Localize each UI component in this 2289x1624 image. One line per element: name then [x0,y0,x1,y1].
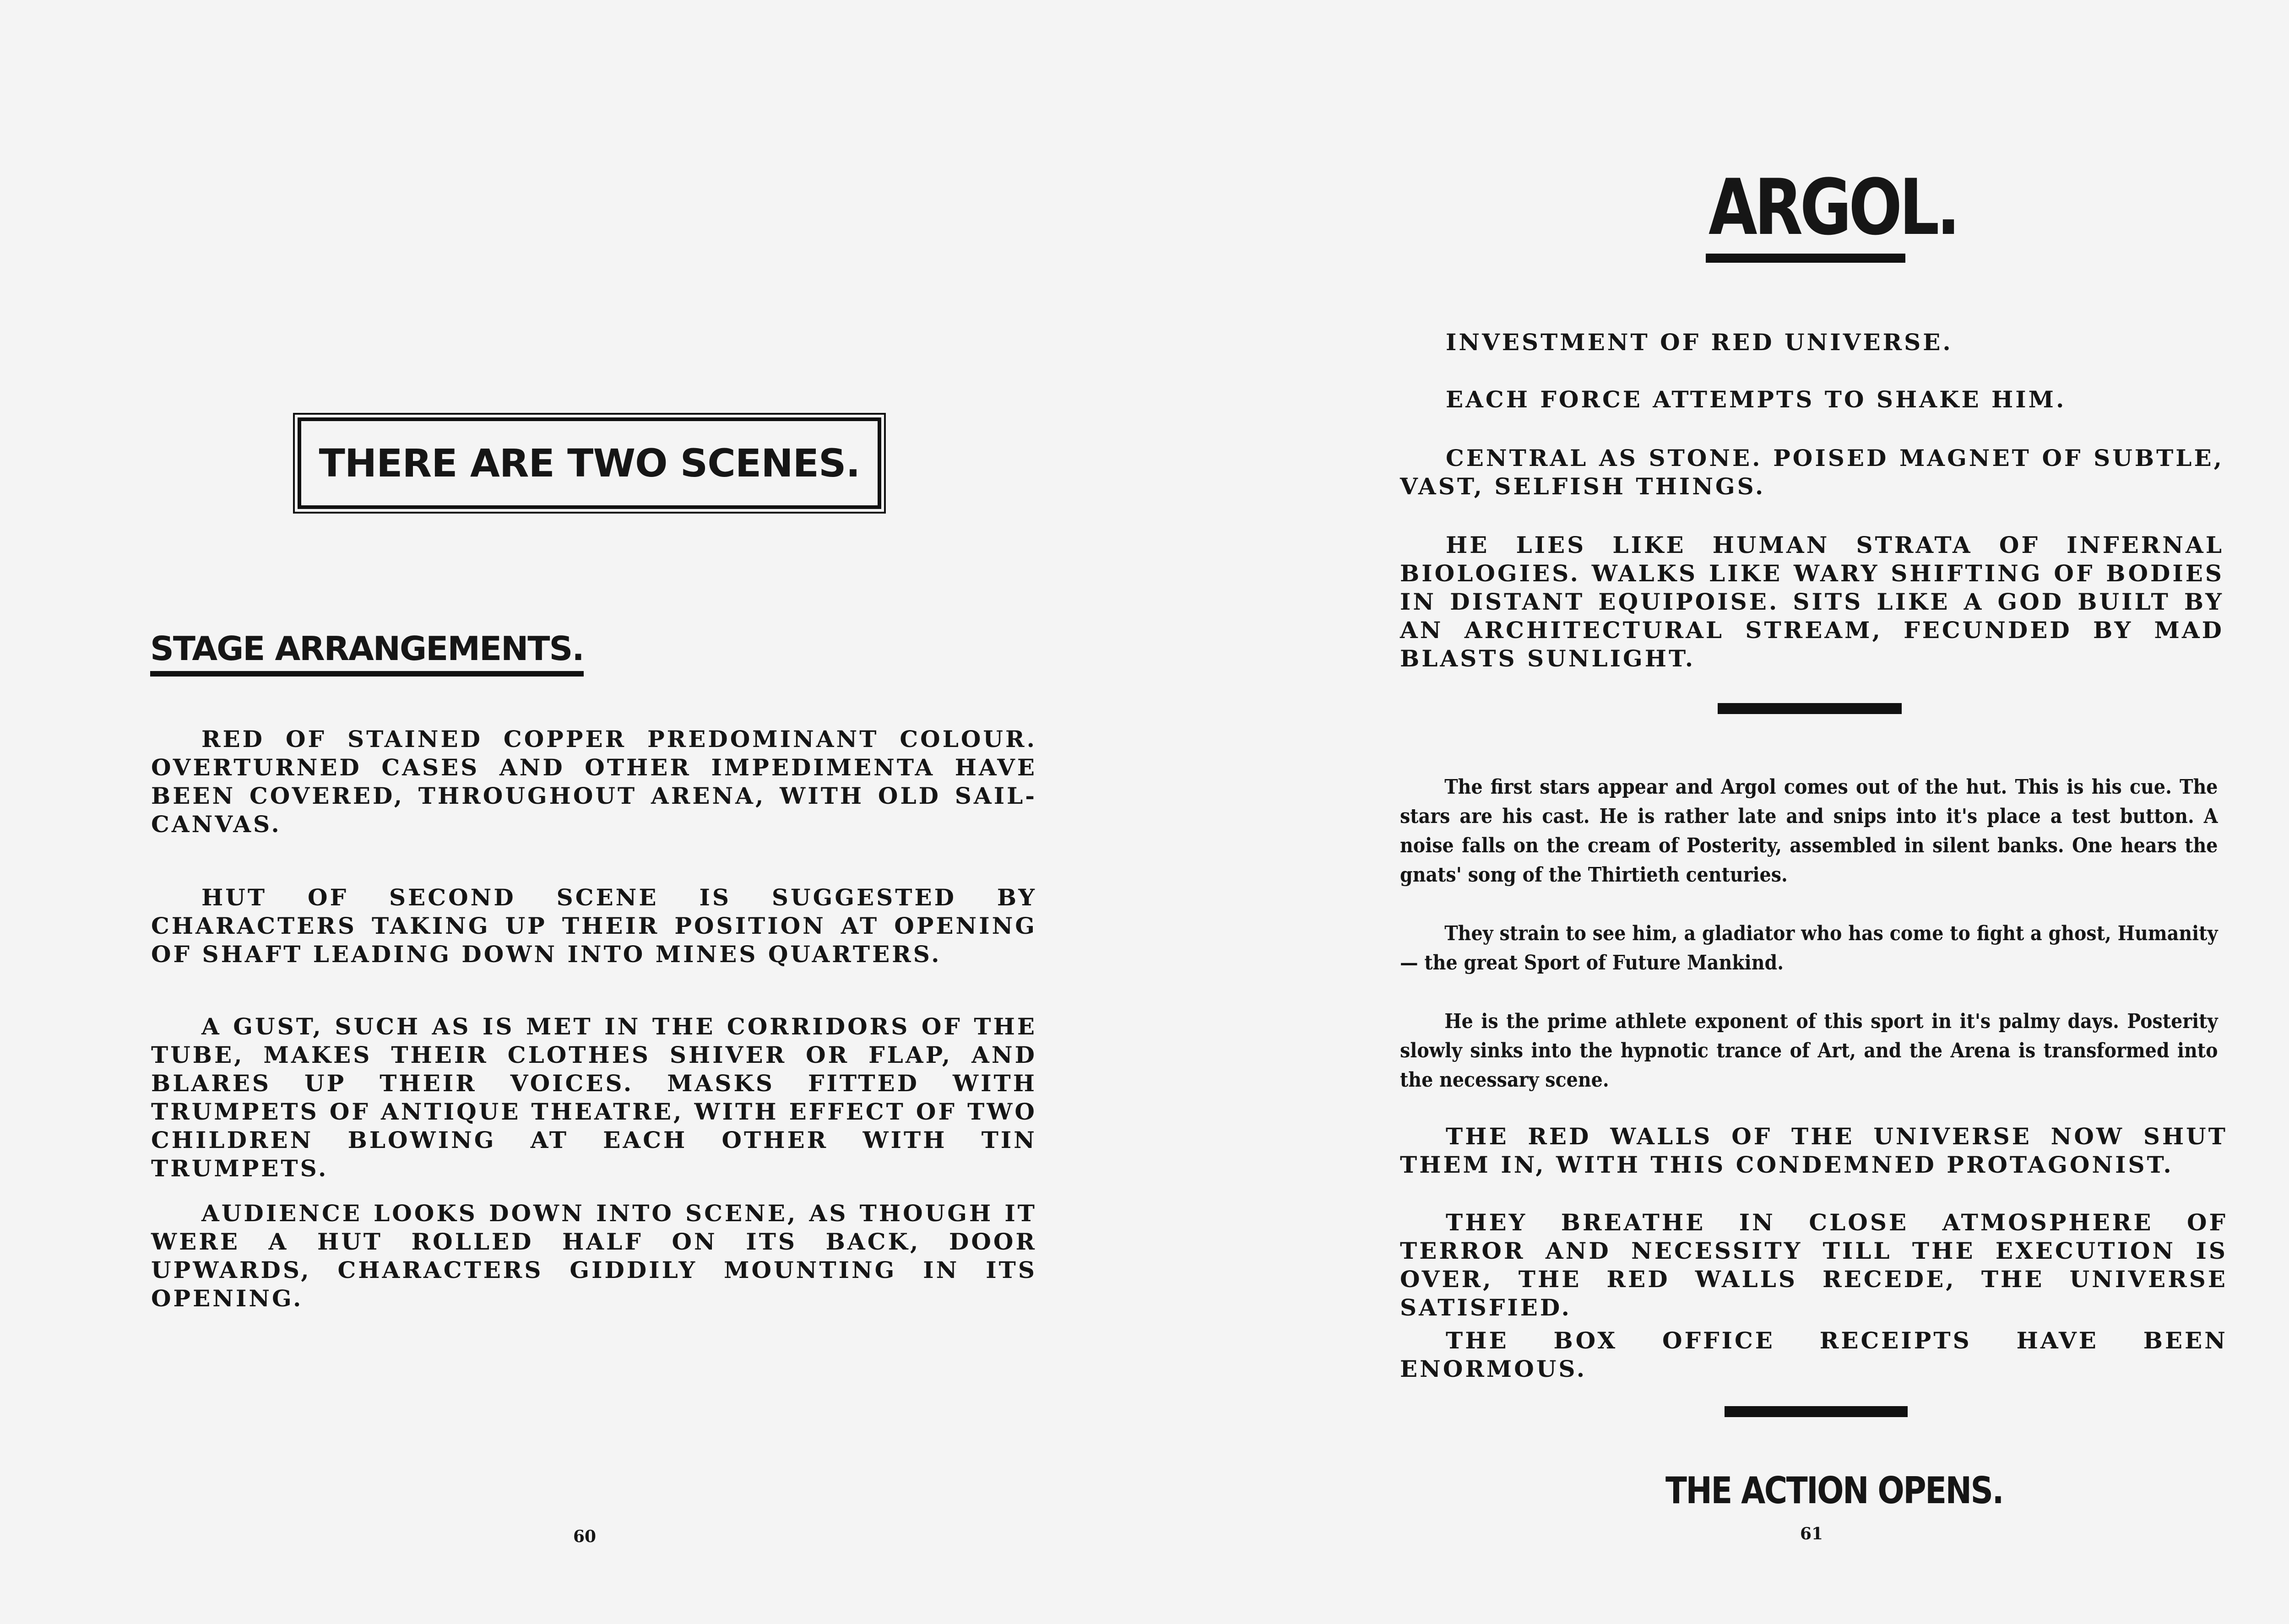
closing-paragraph-1: THE RED WALLS OF THE UNIVERSE NOW SHUT THEM IN, WITH THIS CONDEMNED PROTAGONIST. [1400,1123,2228,1178]
page-number-right: 61 [1800,1524,1823,1543]
title-underline [1706,254,1905,263]
stage-paragraph-3: A GUST, SUCH AS IS MET IN THE CORRIDORS OF THE TUBE, MAKES THEIR CLOTHES SHIVER OR FLAP, AND BLARES UP THEIR VOICES. MASKS FITTED WITH TRUMPETS OF ANTIQUE THEATRE, WITH EFFECT OF TWO CHILDREN BLOWING AT EACH OTHER WITH TIN TRUMPETS. [151,1013,1037,1182]
scenes-box [298,417,881,509]
stage-paragraph-2: HUT OF SECOND SCENE IS SUGGESTED BY CHARACTERS TAKING UP THEIR POSITION AT OPENING OF SHAFT LEADING DOWN INTO MINES QUARTERS. [151,884,1037,968]
argol-title: ARGOL. [1709,162,1958,252]
divider-rule-1 [1718,703,1902,714]
argol-paragraph-1: INVESTMENT OF RED UNIVERSE. [1446,329,1953,356]
stage-arrangements-heading: STAGE ARRANGEMENTS. [150,628,584,677]
action-opens-heading: THE ACTION OPENS. [1665,1469,2003,1512]
scenes-box-text: THERE ARE TWO SCENES. [319,441,860,486]
divider-rule-2 [1725,1406,1908,1417]
right-page [1215,0,2289,1624]
page-number-left: 60 [573,1527,597,1546]
narrative-paragraph-2: They strain to see him, a gladiator who has come to fight a ghost, Humanity— the great Sport of Future Mankind. [1400,922,2218,974]
stage-paragraph-1: RED OF STAINED COPPER PREDOMINANT COLOUR. OVERTURNED CASES AND OTHER IMPEDIMENTA HAVE BEEN COVERED, THROUGHOUT ARENA, WITH OLD SAIL-CANVAS. [151,725,1037,838]
closing-paragraph-3: THE BOX OFFICE RECEIPTS HAVE BEEN ENORMOUS. [1400,1327,2228,1382]
argol-paragraph-2: EACH FORCE ATTEMPTS TO SHAKE HIM. [1446,386,2067,413]
argol-paragraph-3: CENTRAL AS STONE. POISED MAGNET OF SUBTLE, VAST, SELFISH THINGS. [1400,444,2224,500]
narrative-paragraph-3: He is the prime athlete exponent of this sport in it's palmy days. Posterity slowly sinks into the hypnotic trance of Art, and the Arena is transformed into the necessary scene. [1400,1010,2218,1092]
closing-paragraph-2: THEY BREATHE IN CLOSE ATMOSPHERE OF TERROR AND NECESSITY TILL THE EXECUTION IS OVER, THE RED WALLS RECEDE, THE UNIVERSE SATISFIED. [1400,1209,2228,1321]
argol-paragraph-4: HE LIES LIKE HUMAN STRATA OF INFERNAL BIOLOGIES. WALKS LIKE WARY SHIFTING OF BODIES IN DISTANT EQUIPOISE. SITS LIKE A GOD BUILT BY AN ARCHITECTURAL STREAM, FECUNDED BY MAD BLASTS SUNLIGHT. [1400,531,2224,672]
stage-paragraph-4: AUDIENCE LOOKS DOWN INTO SCENE, AS THOUGH IT WERE A HUT ROLLED HALF ON ITS BACK, DOOR UPWARDS, CHARACTERS GIDDILY MOUNTING IN ITS OPENING. [151,1200,1037,1312]
narrative-paragraph-1: The first stars appear and Argol comes out of the hut. This is his cue. The stars are his cast. He is rather late and snips into it's place a test button. A noise falls on the cream of Posterity, assembled in silent banks. One hears the gnats' song of the Thirtieth centuries. [1400,775,2218,887]
